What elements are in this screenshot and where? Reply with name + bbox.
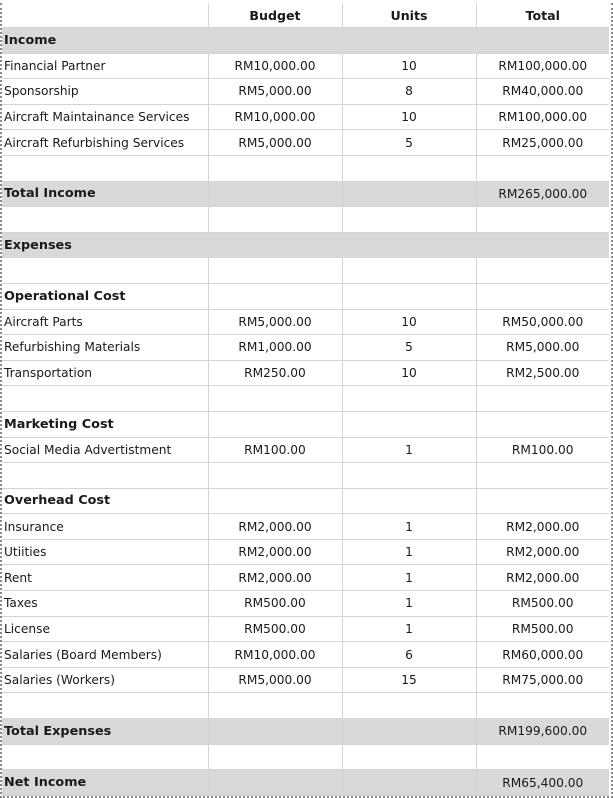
- table-row: [2, 642, 609, 668]
- row-total[interactable]: RM25,000.00: [476, 130, 609, 156]
- row-budget[interactable]: RM2,000.00: [208, 565, 342, 591]
- cell[interactable]: [2, 258, 208, 284]
- row-label[interactable]: Aircraft Maintainance Services: [2, 104, 208, 130]
- row-budget[interactable]: RM5,000.00: [208, 667, 342, 693]
- cell[interactable]: [476, 155, 609, 181]
- row-label[interactable]: Salaries (Workers): [2, 667, 208, 693]
- cell[interactable]: [208, 386, 342, 412]
- cell[interactable]: [2, 744, 208, 770]
- header-total[interactable]: Total: [476, 3, 609, 28]
- cell[interactable]: [208, 744, 342, 770]
- row-budget[interactable]: RM1,000.00: [208, 335, 342, 361]
- row-total[interactable]: RM100,000.00: [476, 53, 609, 79]
- cell[interactable]: [476, 744, 609, 770]
- cell[interactable]: [342, 744, 476, 770]
- row-total[interactable]: RM500.00: [476, 616, 609, 642]
- header-units[interactable]: Units: [342, 3, 476, 28]
- table-row: [2, 104, 609, 130]
- cell[interactable]: [2, 207, 208, 233]
- net-income-row: [2, 770, 609, 796]
- row-budget[interactable]: RM10,000.00: [208, 104, 342, 130]
- row-label[interactable]: Utiities: [2, 539, 208, 565]
- cell[interactable]: [342, 28, 476, 54]
- budget-sheet: [0, 3, 613, 798]
- cell[interactable]: [476, 693, 609, 719]
- cell[interactable]: [208, 770, 342, 796]
- net-income-value[interactable]: RM65,400.00: [476, 770, 609, 796]
- header-budget[interactable]: Budget: [208, 3, 342, 28]
- cell[interactable]: [342, 181, 476, 207]
- table-row: [2, 591, 609, 617]
- row-label[interactable]: Refurbishing Materials: [2, 335, 208, 361]
- row-budget[interactable]: RM250.00: [208, 360, 342, 386]
- row-total[interactable]: RM50,000.00: [476, 309, 609, 335]
- total-income-value[interactable]: RM265,000.00: [476, 181, 609, 207]
- cell[interactable]: [476, 207, 609, 233]
- empty-row: [2, 386, 609, 412]
- row-units[interactable]: 1: [342, 514, 476, 540]
- table-row: [2, 565, 609, 591]
- row-budget[interactable]: RM2,000.00: [208, 514, 342, 540]
- cell[interactable]: [476, 488, 609, 514]
- row-total[interactable]: RM500.00: [476, 591, 609, 617]
- expenses-title[interactable]: Expenses: [2, 232, 208, 258]
- row-total[interactable]: RM100,000.00: [476, 104, 609, 130]
- row-total[interactable]: RM2,000.00: [476, 514, 609, 540]
- overhead-cost-title[interactable]: Overhead Cost: [2, 488, 208, 514]
- operational-cost-title[interactable]: Operational Cost: [2, 283, 208, 309]
- cell[interactable]: [2, 463, 208, 489]
- total-expenses-row: [2, 719, 609, 745]
- row-budget[interactable]: RM5,000.00: [208, 309, 342, 335]
- empty-row: [2, 693, 609, 719]
- cell[interactable]: [476, 386, 609, 412]
- expenses-section-row: [2, 232, 609, 258]
- overhead-cost-row: [2, 488, 609, 514]
- table-row: [2, 360, 609, 386]
- row-budget[interactable]: RM500.00: [208, 616, 342, 642]
- cell[interactable]: [476, 283, 609, 309]
- cell[interactable]: [208, 232, 342, 258]
- header-blank[interactable]: [2, 3, 208, 28]
- cell[interactable]: [342, 770, 476, 796]
- net-income-label[interactable]: Net Income: [2, 770, 208, 796]
- row-label[interactable]: Aircraft Refurbishing Services: [2, 130, 208, 156]
- row-units[interactable]: 10: [342, 360, 476, 386]
- row-units[interactable]: 5: [342, 335, 476, 361]
- row-label[interactable]: Insurance: [2, 514, 208, 540]
- marketing-cost-title[interactable]: Marketing Cost: [2, 411, 208, 437]
- row-budget[interactable]: RM10,000.00: [208, 642, 342, 668]
- table-row: [2, 539, 609, 565]
- cell[interactable]: [2, 386, 208, 412]
- row-units[interactable]: 1: [342, 437, 476, 463]
- row-units[interactable]: 8: [342, 79, 476, 105]
- row-budget[interactable]: RM10,000.00: [208, 53, 342, 79]
- table-row: [2, 437, 609, 463]
- cell[interactable]: [208, 693, 342, 719]
- row-label[interactable]: Sponsorship: [2, 79, 208, 105]
- row-total[interactable]: RM60,000.00: [476, 642, 609, 668]
- cell[interactable]: [342, 258, 476, 284]
- cell[interactable]: [208, 488, 342, 514]
- table-row: [2, 616, 609, 642]
- cell[interactable]: [208, 258, 342, 284]
- row-units[interactable]: 6: [342, 642, 476, 668]
- income-section-row: [2, 28, 609, 54]
- total-income-label[interactable]: Total Income: [2, 181, 208, 207]
- cell[interactable]: [476, 411, 609, 437]
- row-units[interactable]: 10: [342, 309, 476, 335]
- row-label[interactable]: Social Media Advertistment: [2, 437, 208, 463]
- cell[interactable]: [2, 155, 208, 181]
- row-budget[interactable]: RM100.00: [208, 437, 342, 463]
- cell[interactable]: [342, 283, 476, 309]
- cell[interactable]: [476, 28, 609, 54]
- row-label[interactable]: License: [2, 616, 208, 642]
- row-total[interactable]: RM2,500.00: [476, 360, 609, 386]
- row-label[interactable]: Transportation: [2, 360, 208, 386]
- table-row: [2, 335, 609, 361]
- row-label[interactable]: Financial Partner: [2, 53, 208, 79]
- operational-cost-row: [2, 283, 609, 309]
- table-row: [2, 309, 609, 335]
- table-row: [2, 514, 609, 540]
- cell[interactable]: [208, 719, 342, 745]
- row-budget[interactable]: RM5,000.00: [208, 130, 342, 156]
- cell[interactable]: [476, 463, 609, 489]
- empty-row: [2, 258, 609, 284]
- table-row: [2, 130, 609, 156]
- cell[interactable]: [342, 386, 476, 412]
- row-label[interactable]: Salaries (Board Members): [2, 642, 208, 668]
- row-units[interactable]: 5: [342, 130, 476, 156]
- budget-table: [2, 3, 609, 796]
- row-units[interactable]: 10: [342, 53, 476, 79]
- total-income-row: [2, 181, 609, 207]
- cell[interactable]: [342, 488, 476, 514]
- empty-row: [2, 744, 609, 770]
- cell[interactable]: [476, 232, 609, 258]
- cell[interactable]: [342, 693, 476, 719]
- cell[interactable]: [208, 411, 342, 437]
- cell[interactable]: [208, 28, 342, 54]
- row-units[interactable]: 1: [342, 539, 476, 565]
- marketing-cost-row: [2, 411, 609, 437]
- row-units[interactable]: 10: [342, 104, 476, 130]
- row-total[interactable]: RM5,000.00: [476, 335, 609, 361]
- empty-row: [2, 207, 609, 233]
- row-units[interactable]: 15: [342, 667, 476, 693]
- row-budget[interactable]: RM2,000.00: [208, 539, 342, 565]
- cell[interactable]: [208, 207, 342, 233]
- row-budget[interactable]: RM5,000.00: [208, 79, 342, 105]
- empty-row: [2, 463, 609, 489]
- row-total[interactable]: RM2,000.00: [476, 565, 609, 591]
- row-total[interactable]: RM75,000.00: [476, 667, 609, 693]
- cell[interactable]: [342, 232, 476, 258]
- cell[interactable]: [208, 181, 342, 207]
- row-units[interactable]: 1: [342, 565, 476, 591]
- cell[interactable]: [476, 258, 609, 284]
- cell[interactable]: [342, 463, 476, 489]
- income-title[interactable]: Income: [2, 28, 208, 54]
- row-total[interactable]: RM100.00: [476, 437, 609, 463]
- cell[interactable]: [342, 207, 476, 233]
- cell[interactable]: [342, 411, 476, 437]
- cell[interactable]: [208, 283, 342, 309]
- row-label[interactable]: Aircraft Parts: [2, 309, 208, 335]
- cell[interactable]: [342, 155, 476, 181]
- cell[interactable]: [2, 693, 208, 719]
- row-total[interactable]: RM2,000.00: [476, 539, 609, 565]
- cell[interactable]: [208, 463, 342, 489]
- header-row: [2, 3, 609, 28]
- empty-row: [2, 155, 609, 181]
- row-units[interactable]: 1: [342, 616, 476, 642]
- row-label[interactable]: Rent: [2, 565, 208, 591]
- cell[interactable]: [208, 155, 342, 181]
- table-row: [2, 53, 609, 79]
- row-budget[interactable]: RM500.00: [208, 591, 342, 617]
- row-total[interactable]: RM40,000.00: [476, 79, 609, 105]
- total-expenses-label[interactable]: Total Expenses: [2, 719, 208, 745]
- table-row: [2, 667, 609, 693]
- total-expenses-value[interactable]: RM199,600.00: [476, 719, 609, 745]
- table-row: [2, 79, 609, 105]
- cell[interactable]: [342, 719, 476, 745]
- row-label[interactable]: Taxes: [2, 591, 208, 617]
- row-units[interactable]: 1: [342, 591, 476, 617]
